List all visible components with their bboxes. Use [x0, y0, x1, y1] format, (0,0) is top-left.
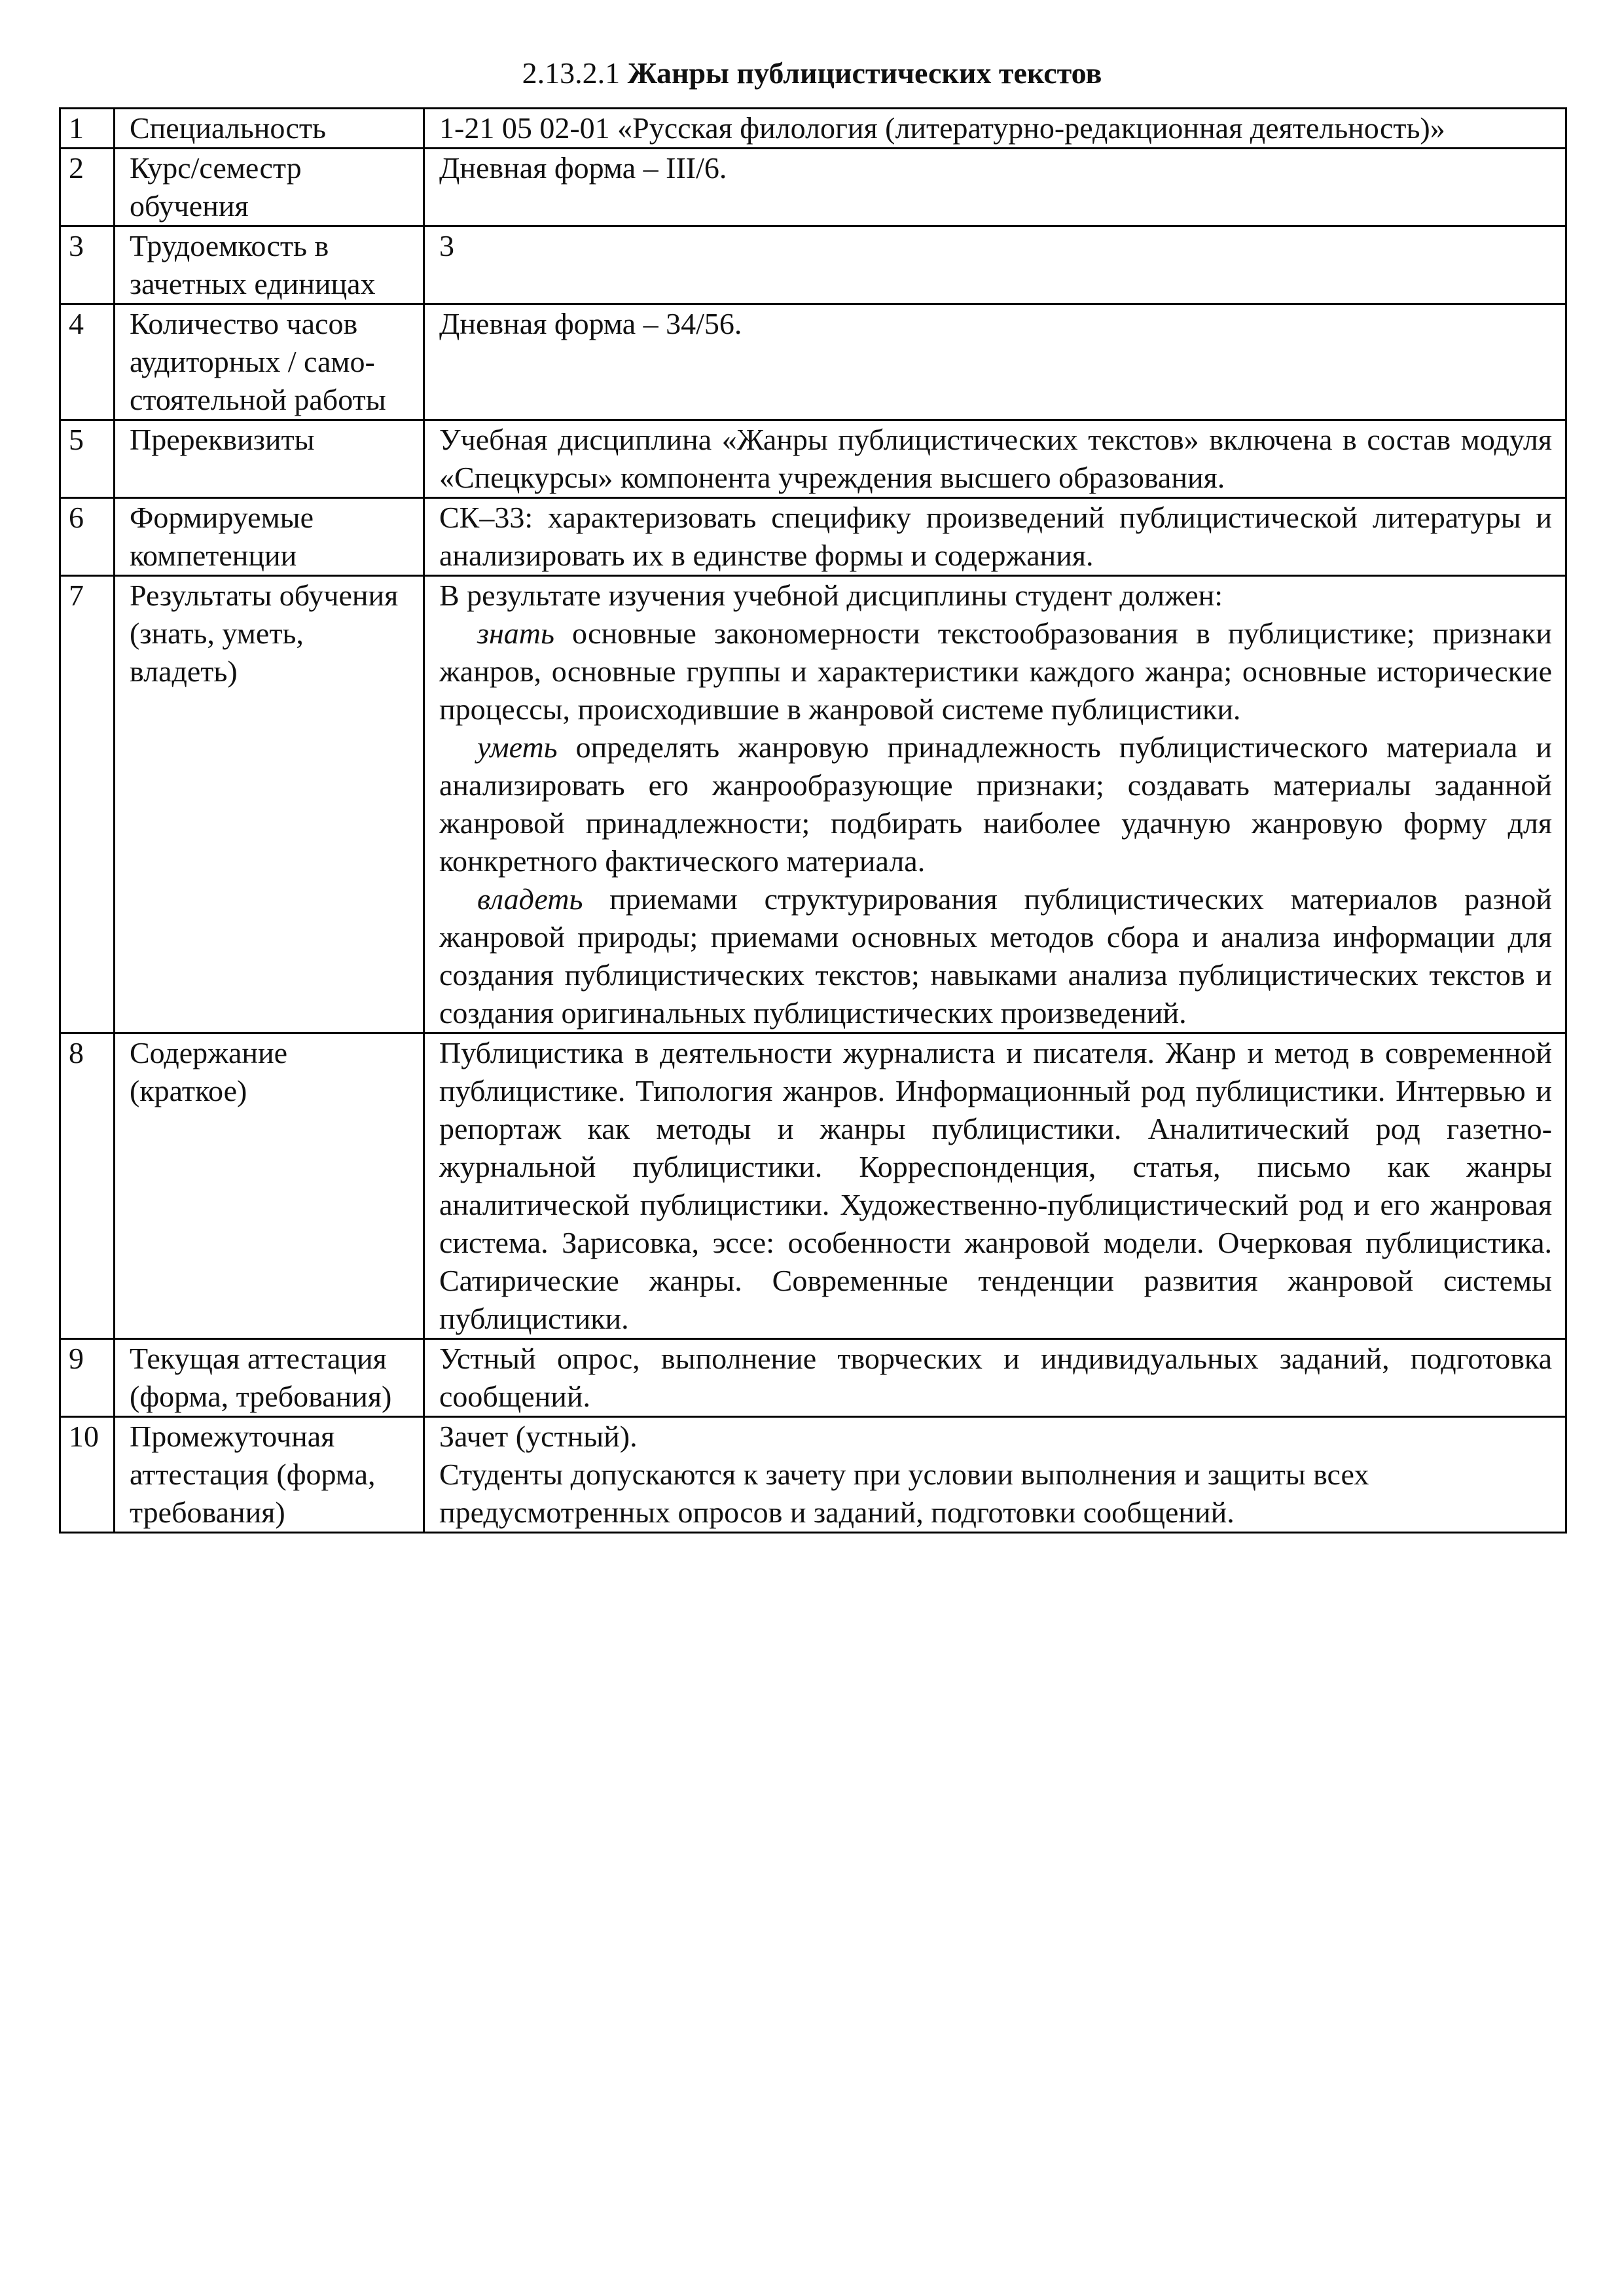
row-number: 5	[60, 420, 115, 498]
section-number: 2.13.2.1	[522, 56, 621, 90]
row-value	[424, 109, 1566, 149]
row-value-line-2: Студенты допускаются к зачету при условии выполнения и защиты всех предусмотренных опросов и заданий, подготовки сообщений.	[439, 1458, 1369, 1529]
row-value	[424, 498, 1566, 576]
row-key: Курс/семестр обучения	[115, 149, 424, 226]
row-key: Пререквизиты	[115, 420, 424, 498]
row-value	[424, 149, 1566, 226]
table-row	[60, 576, 1566, 1033]
row-value-text: 3	[439, 229, 454, 262]
row-number: 8	[60, 1033, 115, 1339]
row-value-text: 1-21 05 02-01 «Русская филология (литературно-редакционная деятельность)»	[439, 111, 1445, 145]
row-value-text: Публицистика в деятельности журналиста и писателя. Жанр и метод в современной публицистике. Типология жанров. Информационный род публицистики. Интервью и репортаж как методы и жанры публицистики. Аналитический род газетно-журнальной публицистики. Корреспонденция, статья, письмо как жанры аналитической публицистики. Художественно-публицистический род и его жанровая система. Зарисовка, эссе: особенности жанровой модели. Очерковая публицистика. Сатирические жанры. Современные тенденции развития жанровой системы публицистики.	[439, 1036, 1552, 1335]
row-number: 4	[60, 304, 115, 420]
table-row	[60, 1033, 1566, 1339]
row-key: Результаты обучения (знать, уметь, владеть)	[115, 576, 424, 1033]
row-value-text: Устный опрос, выполнение творческих и индивидуальных заданий, подготовка сообщений.	[439, 1342, 1552, 1413]
table-row	[60, 226, 1566, 304]
row-number: 2	[60, 149, 115, 226]
row-value	[424, 576, 1566, 1033]
can-term: уметь	[477, 730, 558, 764]
row-value-text: СК–33: характеризовать специфику произведений публицистической литературы и анализировать их в единстве формы и содержания.	[439, 501, 1552, 572]
row-key: Промежуточная аттестация (форма, требования)	[115, 1417, 424, 1533]
can-text: определять жанровую принадлежность публицистического материала и анализировать его жанрообразующие признаки; создавать материалы заданной жанровой принадлежности; подбирать наиболее удачную жанровую форму для конкретного фактического материала.	[439, 730, 1552, 878]
table-row	[60, 1339, 1566, 1417]
row-value	[424, 1417, 1566, 1533]
row-number: 1	[60, 109, 115, 149]
row-key: Специальность	[115, 109, 424, 149]
know-text: основные закономерности текстообразования в публицистике; признаки жанров, основные группы и характеристики каждого жанра; основные исторические процессы, происходившие в жанровой системе публицистики.	[439, 617, 1552, 726]
table-row	[60, 498, 1566, 576]
results-own	[439, 880, 1552, 1032]
own-term: владеть	[477, 882, 583, 916]
row-value	[424, 1033, 1566, 1339]
row-value	[424, 226, 1566, 304]
results-can	[439, 728, 1552, 880]
row-value-text: Учебная дисциплина «Жанры публицистических текстов» включена в состав модуля «Спецкурсы» компонента учреждения высшего образования.	[439, 423, 1552, 494]
section-title: Жанры публицистических текстов	[627, 56, 1102, 90]
page-title	[0, 54, 1624, 93]
row-value	[424, 304, 1566, 420]
table-row	[60, 149, 1566, 226]
syllabus-table	[59, 107, 1567, 1534]
row-key: Трудоемкость в зачетных единицах	[115, 226, 424, 304]
row-key: Текущая аттестация (форма, требования)	[115, 1339, 424, 1417]
row-number: 6	[60, 498, 115, 576]
row-key: Количество часов аудиторных / само-стоятельной работы	[115, 304, 424, 420]
know-term: знать	[477, 617, 554, 650]
row-key: Содержание (краткое)	[115, 1033, 424, 1339]
row-number: 3	[60, 226, 115, 304]
row-value-line-1: Зачет (устный).	[439, 1420, 638, 1453]
row-value	[424, 1339, 1566, 1417]
own-text: приемами структурирования публицистических материалов разной жанровой природы; приемами основных методов сбора и анализа информации для создания публицистических текстов; навыками анализа публицистических текстов и создания оригинальных публицистических произведений.	[439, 882, 1552, 1030]
row-value-text: Дневная форма – III/6.	[439, 151, 727, 185]
table-row	[60, 420, 1566, 498]
results-intro: В результате изучения учебной дисциплины студент должен:	[439, 579, 1223, 612]
row-number: 9	[60, 1339, 115, 1417]
table-row	[60, 1417, 1566, 1533]
row-key: Формируемые компетенции	[115, 498, 424, 576]
results-know	[439, 615, 1552, 728]
row-value	[424, 420, 1566, 498]
table-row	[60, 304, 1566, 420]
row-number: 10	[60, 1417, 115, 1533]
table-row	[60, 109, 1566, 149]
row-value-text: Дневная форма – 34/56.	[439, 307, 742, 340]
row-number: 7	[60, 576, 115, 1033]
